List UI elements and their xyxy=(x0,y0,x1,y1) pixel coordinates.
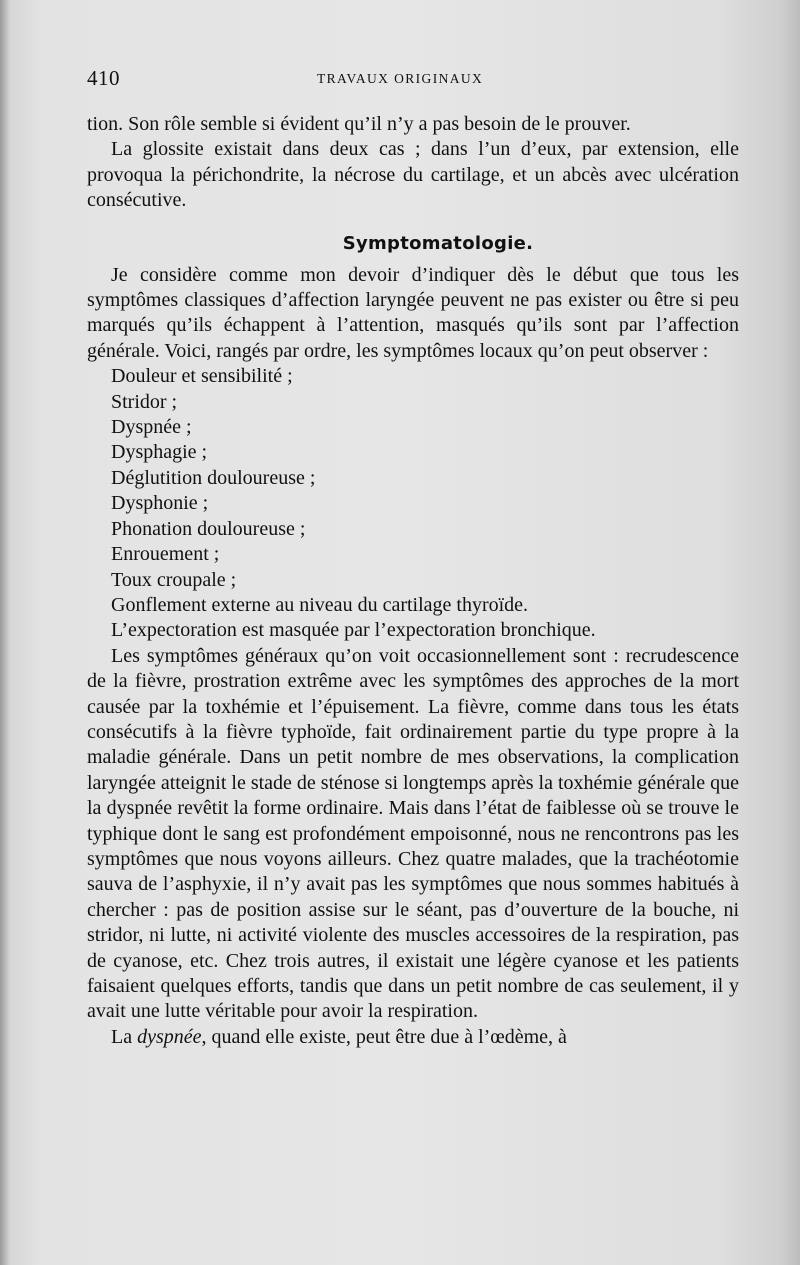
paragraph-dyspnee xyxy=(87,1025,739,1050)
dyspnee-rest: , quand elle existe, peut être due à l’œdème, à xyxy=(201,1025,567,1048)
list-item: Déglutition douloureuse ; xyxy=(111,466,316,489)
paragraph-intro: Je considère comme mon devoir d’indiquer dès le début que tous les symptômes classiques d’affection laryngée peuvent ne pas exister ou être si peu marqués qu’ils échappent à l’attention, masqués qu’ils sont par l’affection générale. Voici, rangés par ordre, les symptômes locaux qu’on peut observer : xyxy=(87,263,739,362)
list-item: Dyspnée ; xyxy=(111,416,192,439)
list-item: Enrouement ; xyxy=(111,543,220,566)
paragraph-general-symptoms: Les symptômes généraux qu’on voit occasionnellement sont : recrudescence de la fièvre, prostration extrême avec les symptômes des approches de la mort causée par la toxhémie et l’épuisement. La fièvre, comme dans tous les états consécutifs à la fièvre typhoïde, fait ordinairement partie du type propre à la maladie générale. Dans un petit nombre de mes observations, la complication laryngée atteignit le stade de sténose si longtemps après la toxhémie générale que la dyspnée revêtit la forme ordinaire. Mais dans l’état de faiblesse où se trouve le typhique dont le sang est profondément empoisonné, nous ne rencontrons pas les symptômes que nous voyons ailleurs. Chez quatre malades, que la trachéotomie sauva de l’asphyxie, il n’y avait pas les symptômes que nous sommes habitués à chercher : pas de position assise sur le séant, pas d’ouverture de la bouche, ni stridor, ni lutte, ni activité violente des muscles accessoires de la respiration, pas de cyanose, etc. Chez trois autres, il existait une légère cyanose et les patients faisaient quelques efforts, tandis que dans un petit nombre de cas seulement, il y avait une lutte véritable pour avoir la respiration. xyxy=(87,644,739,1023)
list-item: Dysphagie ; xyxy=(111,441,208,464)
list-item: Phonation douloureuse ; xyxy=(111,517,306,540)
list-item: Stridor ; xyxy=(111,390,178,413)
running-head: TRAVAUX ORIGINAUX xyxy=(317,71,484,86)
paragraph-continuation: tion. Son rôle semble si évident qu’il n’y a pas besoin de le prouver. xyxy=(87,113,631,135)
dyspnee-emphasis: dyspnée xyxy=(137,1025,202,1048)
page-number: 410 xyxy=(87,66,120,90)
list-item: Douleur et sensibilité ; xyxy=(111,365,293,388)
body-text xyxy=(87,112,739,1050)
paragraph-expectoration: L’expectoration est masquée par l’expectoration bronchique. xyxy=(111,619,596,642)
symptom-list xyxy=(87,364,739,618)
page-header xyxy=(87,66,737,96)
dyspnee-lead: La xyxy=(111,1025,133,1048)
section-title: Symptomatologie. xyxy=(342,232,534,254)
list-item: Dysphonie ; xyxy=(111,492,209,515)
list-item: Gonflement externe au niveau du cartilage thyroïde. xyxy=(111,593,529,616)
list-item: Toux croupale ; xyxy=(111,568,237,591)
paragraph-glossite: La glossite existait dans deux cas ; dans l’un d’eux, par extension, elle provoqua la périchondrite, la nécrose du cartilage, et un abcès avec ulcération consécutive. xyxy=(87,138,739,212)
